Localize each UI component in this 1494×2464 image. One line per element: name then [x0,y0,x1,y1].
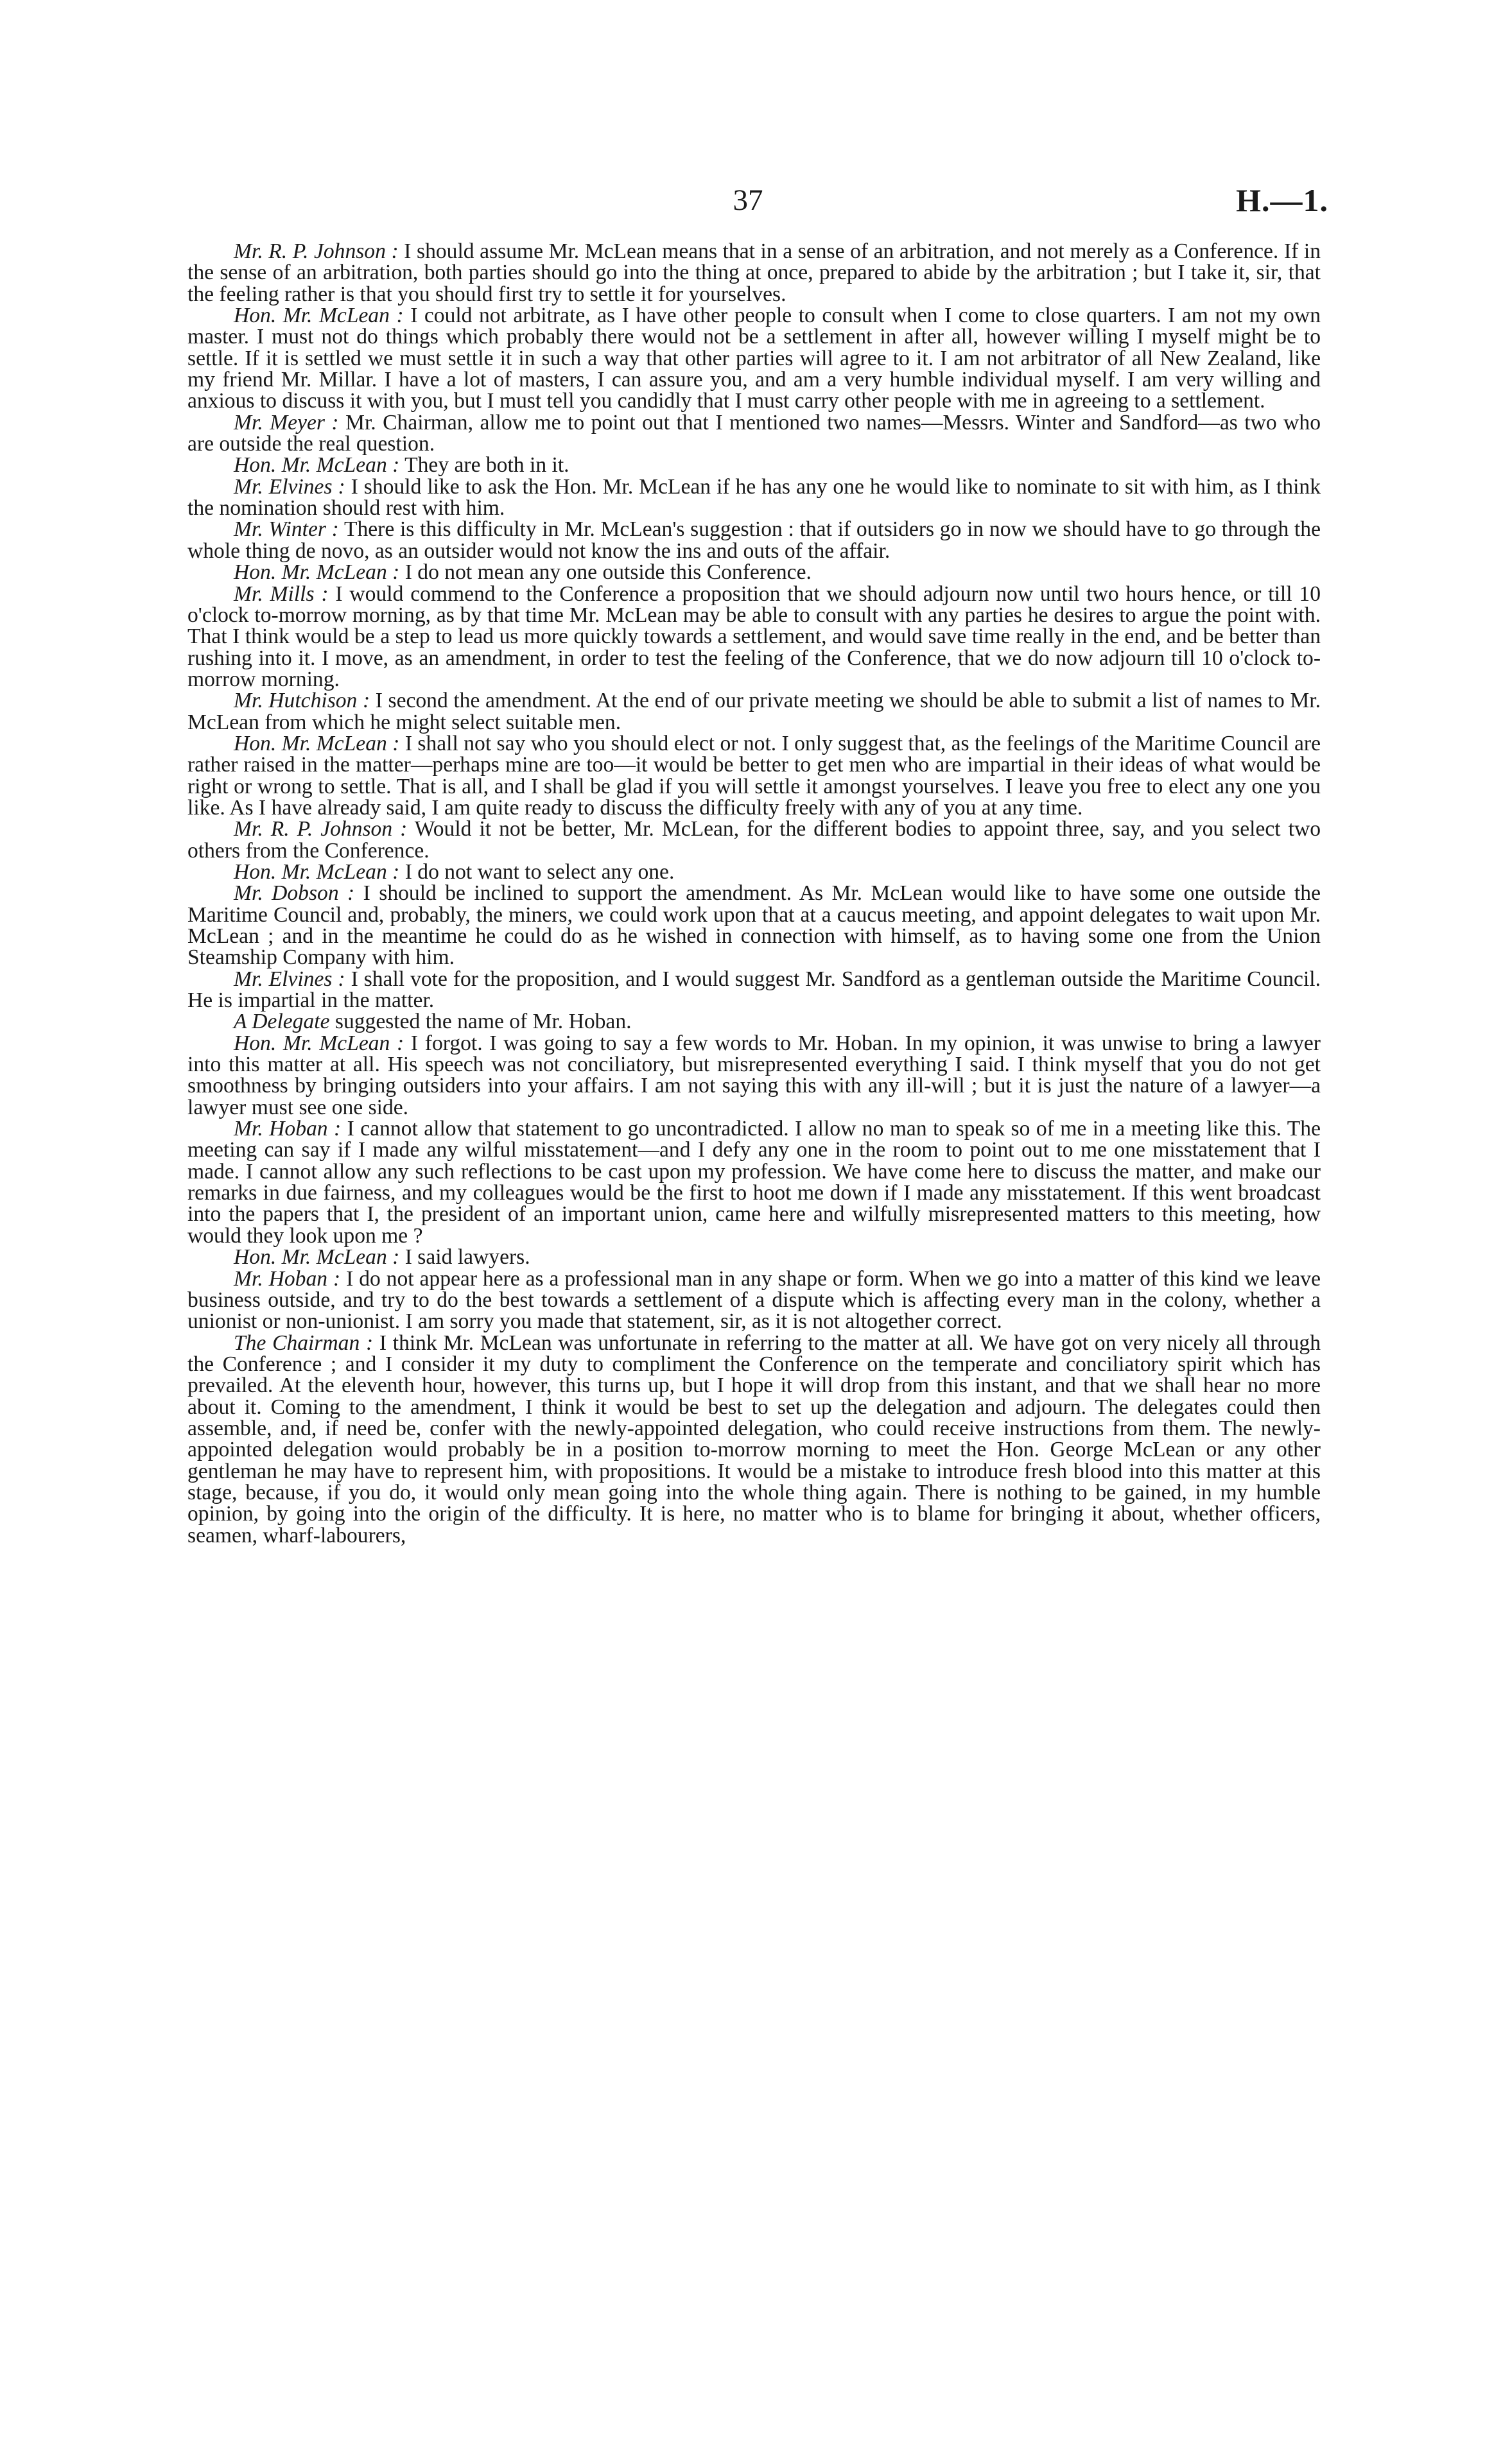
speech-text: I should be inclined to support the amendment. As Mr. McLean would like to have some one outside the Maritime Council and, probably, the miners, we could work upon that at a caucus meeting, and appoint delegates to wait upon Mr. McLean ; and in the meantime he could do as he wished in connection with himself, as to having some one from the Union Steamship Company with him. [187,881,1321,970]
paragraph [187,861,1321,883]
speaker-name: Hon. Mr. McLean : [234,453,400,478]
speaker-name: Hon. Mr. McLean : [234,859,400,884]
speaker-name: Hon. Mr. McLean : [234,1031,404,1055]
paragraph [187,454,1321,476]
document-code: H.—1. [1236,182,1328,218]
speech-text: I think Mr. McLean was unfortunate in referring to the matter at all. We have got on very nicely all through the Conference ; and I consider it my duty to compliment the Conference on the temperate and conciliatory spirit which has prevailed. At the eleventh hour, however, this turns up, but I hope it will drop from this instant, and that we shall hear no more about it. Coming to the amendment, I think it would be best to set up the delegation and adjourn. The delegates could then assemble, and, if need be, confer with the newly-appointed delegation, who could receive instructions from them. The newly-appointed delegation would probably be in a position to-morrow morning to meet the Hon. George McLean or any other gentleman he may have to represent him, with propositions. It would be a mistake to introduce fresh blood into this matter at this stage, because, if you do, it would only mean going into the whole thing again. There is nothing to be gained, in my humble opinion, by going into the origin of the difficulty. It is here, no matter who is to blame for bringing it about, whether officers, seamen, wharf-labourers, [187,1331,1321,1547]
speech-text: I could not arbitrate, as I have other people to consult when I come to close quarters. I am not my own master. I must not do things which probably there would not be a settlement in after all, however willing I myself might be to settle. If it is settled we must settle it in such a way that other parties will agree to it. I am not arbitrator of all New Zealand, like my friend Mr. Millar. I have a lot of masters, I can assure you, and am a very humble individual myself. I am very willing and anxious to discuss it with you, but I must tell you candidly that I must carry other people with me in agreeing to a settlement. [187,304,1321,413]
paragraph [187,818,1321,861]
speaker-name: Mr. Mills : [234,582,329,606]
speaker-name: Mr. Hutchison : [234,689,370,713]
paragraph [187,1033,1321,1118]
speaker-name: Mr. Hoban : [234,1266,341,1291]
paragraph [187,476,1321,519]
body-text [187,241,1321,1546]
paragraph [187,519,1321,562]
speaker-name: Mr. Winter : [234,517,339,542]
speech-text: I shall not say who you should elect or not. I only suggest that, as the feelings of the Maritime Council are rather raised in the matter—perhaps mine are too—it would be better to get men who are impartial in their ideas of what would be right or wrong to settle. That is all, and I shall be glad if you will settle it amongst yourselves. I leave you free to elect any one you like. As I have already said, I am quite ready to discuss the difficulty freely with any of you at any time. [187,731,1321,820]
paragraph [187,412,1321,455]
speaker-name: Mr. R. P. Johnson : [234,817,408,841]
speech-text: I should like to ask the Hon. Mr. McLean if he has any one he would like to nominate to sit with him, as I think the nomination should rest with him. [187,474,1321,521]
speech-text: They are both in it. [404,453,569,478]
paragraph [187,1118,1321,1246]
speaker-name: Mr. Hoban : [234,1117,342,1141]
paragraph [187,241,1321,305]
paragraph [187,1011,1321,1032]
speaker-name: Hon. Mr. McLean : [234,304,404,328]
speech-text: I do not want to select any one. [404,859,675,884]
speech-text: I second the amendment. At the end of our private meeting we should be able to submit a list of names to Mr. McLean from which he might select suitable men. [187,689,1321,734]
speech-text: I would commend to the Conference a proposition that we should adjourn now until two hours hence, or till 10 o'clock to-morrow morning, as by that time Mr. McLean may be able to consult with any parties he desires to argue the point with. That I think would be a step to lead us more quickly towards a settlement, and would save time really in the end, and be better than rushing into it. I move, as an amendment, in order to test the feeling of the Conference, that we do now adjourn till 10 o'clock to-morrow morning. [187,582,1321,691]
paragraph [187,1332,1321,1546]
paragraph [187,305,1321,412]
paragraph [187,562,1321,583]
speaker-name: A Delegate [234,1010,330,1034]
speaker-name: Hon. Mr. McLean : [234,731,400,755]
speaker-name: Mr. Elvines : [234,967,345,991]
speech-text: I cannot allow that statement to go uncontradicted. I allow no man to speak so of me in a meeting like this. The meeting can say if I made any wilful misstatement—and I defy any one in the room to point out to me one misstatement that I made. I cannot allow any such reflections to be cast upon my profession. We have come here to discuss the matter, and make our remarks in due fairness, and my colleagues would be the first to hoot me down if I made any misstatement. If this went broadcast into the papers that I, the president of an important union, came here and wilfully misrepresented matters to this meeting, how would they look upon me ? [187,1117,1321,1248]
speaker-name: Hon. Mr. McLean : [234,1245,400,1270]
speech-text: I forgot. I was going to say a few words to Mr. Hoban. In my opinion, it was unwise to bring a lawyer into this matter at all. His speech was not conciliatory, but misrepresented everything I said. I think myself that you do not get smoothness by bringing outsiders into your affairs. I am not saying this with any ill-will ; but it is just the nature of a lawyer—a lawyer must see one side. [187,1031,1321,1119]
paragraph [187,1268,1321,1332]
speech-text: I shall vote for the proposition, and I would suggest Mr. Sandford as a gentleman outside the Maritime Council. He is impartial in the matter. [187,967,1321,1013]
speaker-name: Mr. Meyer : [234,410,339,435]
paragraph [187,969,1321,1012]
speech-text: Mr. Chairman, allow me to point out that I mentioned two names—Messrs. Winter and Sandford—as two who are outside the real question. [187,410,1321,456]
paragraph [187,583,1321,691]
speaker-name: Hon. Mr. McLean : [234,560,400,585]
speech-text: I do not appear here as a professional man in any shape or form. When we go into a matter of this kind we leave business outside, and try to do the best towards a settlement of a dispute which is affecting every man in the colony, whether a unionist or non-unionist. I am sorry you made that statement, sir, as it is not altogether correct. [187,1266,1321,1334]
speaker-name: Mr. Elvines : [234,474,345,499]
paragraph [187,1246,1321,1268]
speech-text: I said lawyers. [404,1245,530,1270]
speech-text: There is this difficulty in Mr. McLean's suggestion : that if outsiders go in now we should have to go through the whole thing de novo, as an outsider would not know the ins and outs of the affair. [187,517,1321,563]
speech-text: suggested the name of Mr. Hoban. [334,1010,632,1034]
paragraph [187,690,1321,733]
speech-text: I should assume Mr. McLean means that in a sense of an arbitration, and not merely as a Conference. If in the sense of an arbitration, both parties should go into the thing at once, prepared to abide by the arbitration ; but I take it, sir, that the feeling rather is that you should first try to settle it for yourselves. [187,239,1321,306]
speaker-name: Mr. R. P. Johnson : [234,239,399,263]
speaker-name: The Chairman : [234,1331,374,1355]
speech-text: I do not mean any one outside this Conference. [404,560,812,585]
paragraph [187,883,1321,968]
paragraph [187,733,1321,818]
page-number: 37 [733,184,763,217]
speaker-name: Mr. Dobson : [234,881,355,906]
speech-text: Would it not be better, Mr. McLean, for the different bodies to appoint three, say, and you select two others from the Conference. [187,817,1321,863]
